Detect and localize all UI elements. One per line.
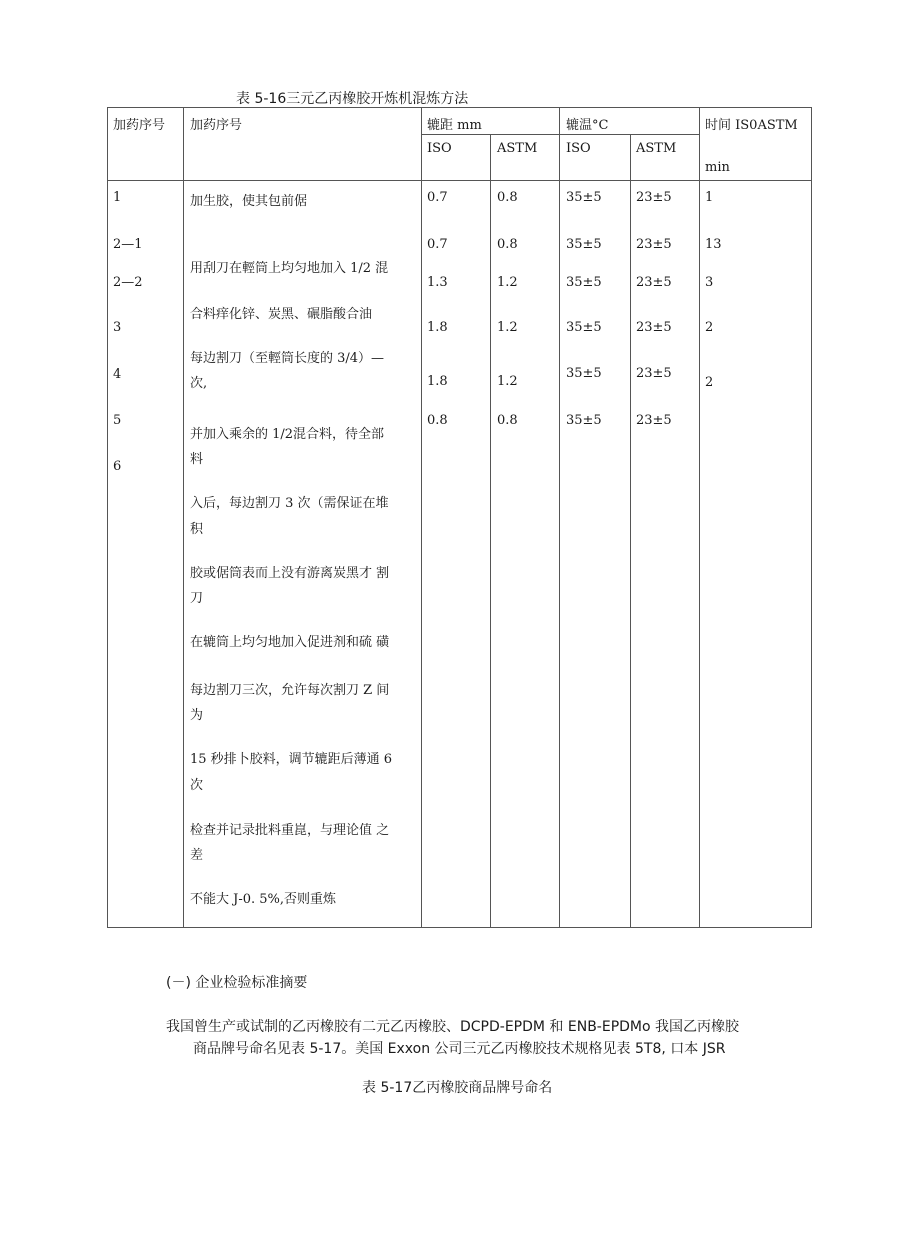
gap-astm-cell: 1.2 (497, 374, 518, 389)
header-gap-iso: ISO (427, 141, 452, 156)
procedure-line: 入后，每边割刀 3 次（需保证在堆 (190, 496, 389, 511)
procedure-line: 为 (190, 708, 204, 723)
seq-cell: 2—2 (113, 275, 143, 290)
temp-iso-cell: 35±5 (566, 413, 602, 428)
header-time-unit: min (705, 160, 730, 175)
temp-astm-cell: 23±5 (636, 366, 672, 381)
temp-astm-cell: 23±5 (636, 413, 672, 428)
time-cell: 2 (705, 320, 714, 335)
header-temp-iso: ISO (566, 141, 591, 156)
procedure-line: 差 (190, 848, 204, 863)
temp-astm-cell: 23±5 (636, 320, 672, 335)
gap-astm-cell: 1.2 (497, 320, 518, 335)
header-roll-temp: 辘温°C (566, 118, 609, 133)
header-procedure: 加药序号 (190, 118, 243, 133)
temp-astm-cell: 23±5 (636, 275, 672, 290)
procedure-line: 次, (190, 376, 208, 391)
procedure-line: 加生胶，使其包前倨 (190, 194, 308, 209)
time-cell: 2 (705, 375, 714, 390)
temp-iso-cell: 35±5 (566, 275, 602, 290)
procedure-line: 在辘筒上均匀地加入促进剂和硫 磺 (190, 635, 390, 650)
procedure-line: 用刮刀在輕筒上均匀地加入 1/2 混 (190, 261, 389, 276)
seq-cell: 4 (113, 367, 122, 382)
header-roll-gap: 辘距 mm (427, 118, 482, 133)
paragraph-line-2: 商品牌号命名见表 5-17。美国 Exxon 公司三元乙丙橡胶技术规格见表 5T8, 口本 JSR (193, 1041, 726, 1057)
temp-iso-cell: 35±5 (566, 366, 602, 381)
procedure-line: 刀 (190, 591, 204, 606)
procedure-line: 并加入乘余的 1/2混合料，待全部 (190, 427, 385, 442)
time-cell: 1 (705, 190, 714, 205)
temp-iso-cell: 35±5 (566, 190, 602, 205)
gap-astm-cell: 1.2 (497, 275, 518, 290)
gap-astm-cell: 0.8 (497, 237, 518, 252)
procedure-line: 次 (190, 778, 204, 793)
procedure-line: 积 (190, 522, 204, 537)
gap-iso-cell: 0.7 (427, 237, 448, 252)
table-title: 表 5-16三元乙丙橡胶开炼机混炼方法 (236, 91, 469, 107)
paragraph-line-1: 我国曾生产或试制的乙丙橡胶有二元乙丙橡胶、DCPD-EPDM 和 ENB-EPDMo 我国乙丙橡胶 (166, 1019, 740, 1035)
header-time: 时间 IS0ASTM (705, 118, 798, 133)
time-cell: 13 (705, 237, 722, 252)
procedure-line: 不能大 J-0. 5%,否则重炼 (190, 892, 337, 907)
gap-iso-cell: 0.7 (427, 190, 448, 205)
procedure-line: 合料痒化锌、炭黑、碾脂酸合油 (190, 307, 373, 322)
temp-astm-cell: 23±5 (636, 190, 672, 205)
header-temp-astm: ASTM (636, 141, 677, 156)
procedure-line: 15 秒排卜胶料，调节辘距后薄通 6 (190, 752, 393, 767)
temp-astm-cell: 23±5 (636, 237, 672, 252)
procedure-line: 胶或倨筒表而上没有游离炭黑才 割 (190, 566, 390, 581)
gap-iso-cell: 1.8 (427, 374, 448, 389)
gap-iso-cell: 1.3 (427, 275, 448, 290)
procedure-line: 每边割刀（至輕筒长度的 3/4）— (190, 351, 385, 366)
temp-iso-cell: 35±5 (566, 320, 602, 335)
section-heading: (－) 企业检验标准摘要 (166, 975, 308, 991)
header-gap-astm: ASTM (497, 141, 538, 156)
seq-cell: 3 (113, 320, 122, 335)
header-seq: 加药序号 (113, 118, 166, 133)
seq-cell: 5 (113, 413, 122, 428)
seq-cell: 2—1 (113, 237, 143, 252)
temp-iso-cell: 35±5 (566, 237, 602, 252)
procedure-line: 检查并记录批料重崑，与理论值 之 (190, 823, 390, 838)
procedure-line: 料 (190, 452, 204, 467)
gap-astm-cell: 0.8 (497, 190, 518, 205)
gap-astm-cell: 0.8 (497, 413, 518, 428)
seq-cell: 6 (113, 459, 122, 474)
gap-iso-cell: 1.8 (427, 320, 448, 335)
time-cell: 3 (705, 275, 714, 290)
table2-title: 表 5-17乙丙橡胶商品牌号命名 (362, 1080, 553, 1096)
gap-iso-cell: 0.8 (427, 413, 448, 428)
procedure-line: 每边割刀三次，允许每次割刀 Z 间 (190, 683, 390, 698)
seq-cell: 1 (113, 190, 122, 205)
